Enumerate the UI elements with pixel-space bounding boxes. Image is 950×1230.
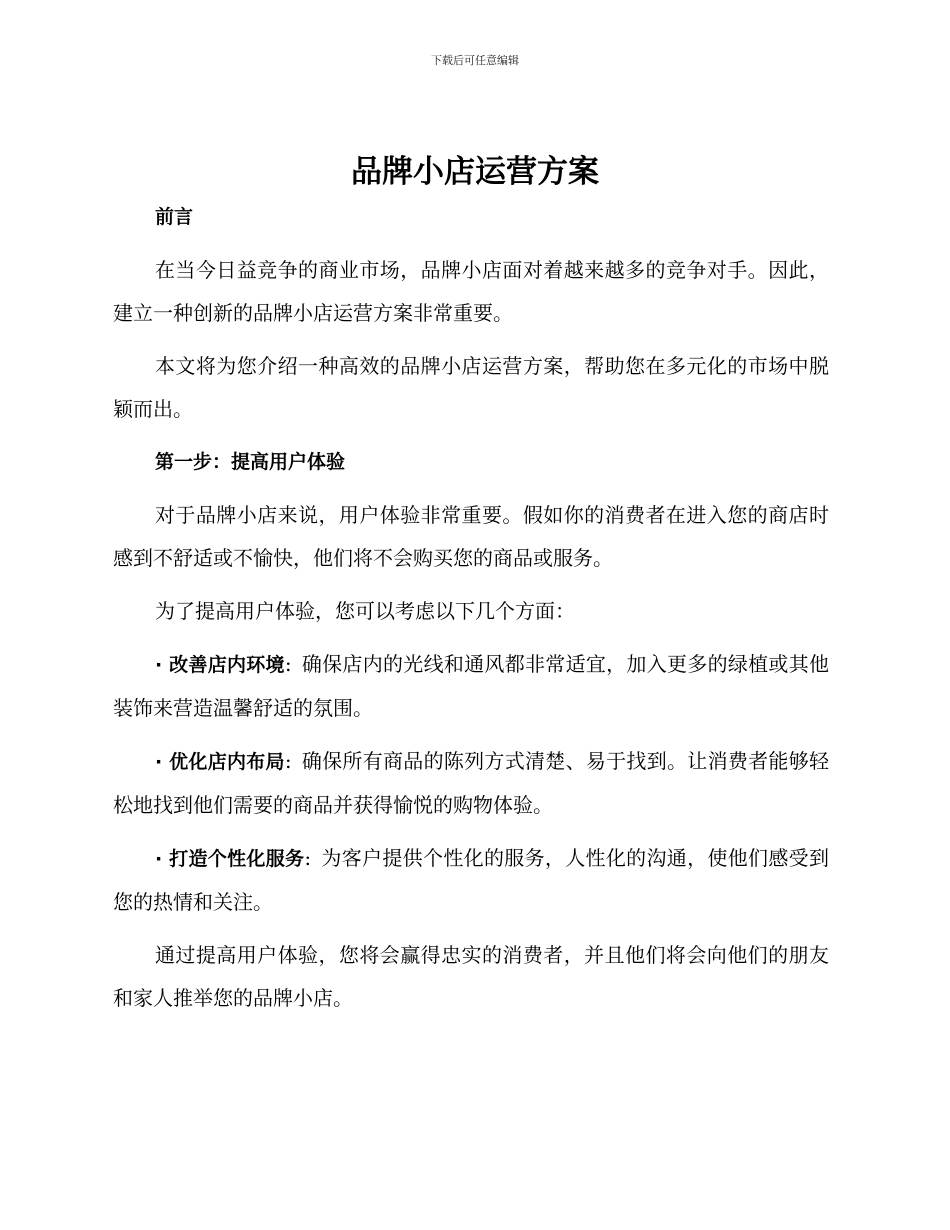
- bullet-lead: · 打造个性化服务: [155, 848, 305, 870]
- bullet-text: 确保所有商品的陈列方式清楚、易于找到。让消费者能够轻松地找到他们需要的商品并获得愉悦的购物体验。: [113, 749, 829, 817]
- step1-paragraph-1: 对于品牌小店来说，用户体验非常重要。假如你的消费者在进入您的商店时感到不舒适或不愉快，他们将不会购买您的商品或服务。: [113, 503, 829, 570]
- bullet-separator: :: [284, 652, 292, 676]
- bullet-text: 确保店内的光线和通风都非常适宜，加入更多的绿植或其他装饰来营造温馨舒适的氛围。: [113, 652, 829, 720]
- document-body: [113, 196, 829, 1030]
- bullet-item-layout: [113, 740, 829, 827]
- bullet-separator: :: [284, 749, 292, 773]
- bullet-text: 为客户提供个性化的服务，人性化的沟通，使他们感受到您的热情和关注。: [113, 846, 829, 914]
- step1-paragraph-2: 为了提高用户体验，您可以考虑以下几个方面：: [155, 599, 575, 623]
- preface-paragraph-1: 在当今日益竞争的商业市场，品牌小店面对着越来越多的竞争对手。因此，建立一种创新的品牌小店运营方案非常重要。: [113, 258, 829, 325]
- preface-paragraph-2: 本文将为您介绍一种高效的品牌小店运营方案，帮助您在多元化的市场中脱颖而出。: [113, 354, 829, 421]
- step1-paragraph-3: 通过提高用户体验，您将会赢得忠实的消费者，并且他们将会向他们的朋友和家人推举您的品牌小店。: [113, 943, 829, 1010]
- step1-heading: 第一步：提高用户体验: [155, 451, 346, 473]
- bullet-lead: · 改善店内环境: [155, 654, 285, 676]
- bullet-item-service: [113, 837, 829, 924]
- preface-heading: 前言: [155, 206, 194, 228]
- bullet-lead: · 优化店内布局: [155, 751, 285, 773]
- document-title: 品牌小店运营方案: [351, 154, 599, 190]
- bullet-item-environment: [113, 643, 829, 730]
- page-header: 下载后可任意编辑: [431, 54, 519, 67]
- bullet-separator: :: [304, 846, 312, 870]
